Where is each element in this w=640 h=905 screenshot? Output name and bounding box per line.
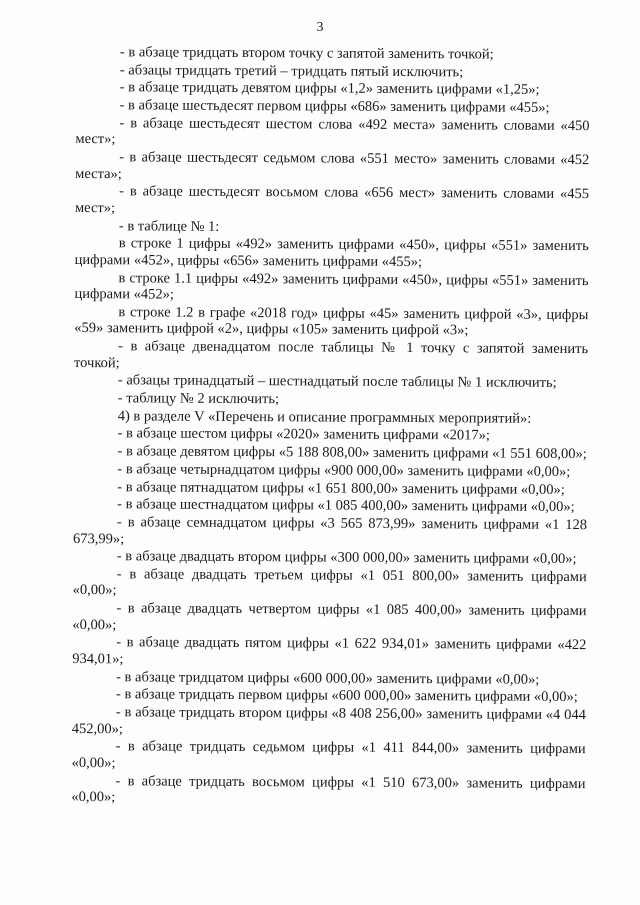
page-number: 3 xyxy=(316,20,324,35)
paragraph: в строке 1 цифры «492» заменить цифрами «450», цифры «551» заменить цифрами «452», цифры «656» заменить цифрами «455»; xyxy=(74,235,589,270)
document-body xyxy=(71,44,590,810)
paragraph: - таблицу № 2 исключить; xyxy=(117,390,280,408)
paragraph: - в абзаце тридцатом цифры «600 000,00» заменить цифрами «0,00»; xyxy=(116,668,540,688)
section-heading: 4) в разделе V «Перечень и описание программных мероприятий»: xyxy=(117,408,532,427)
paragraph: - в абзаце двадцать четвертом цифры «1 085 400,00» заменить цифрами «0,00»; xyxy=(72,600,587,634)
paragraph: - в абзаце шестом цифры «2020» заменить цифрами «2017»; xyxy=(117,425,490,445)
paragraph: - в абзаце тридцать девятом цифры «1,2» заменить цифрами «1,25»; xyxy=(119,79,540,99)
paragraph: - в абзаце семнадцатом цифры «3 565 873,99» заменить цифрами «1 128 673,99»; xyxy=(72,514,588,547)
paragraph: - в абзаце двадцать втором цифры «300 000,00» заменить цифрами «0,00»; xyxy=(116,548,577,568)
paragraph: - абзацы тридцать третий – тридцать пятый исключить; xyxy=(119,61,464,81)
paragraph: - в абзаце тридцать втором точку с запятой заменить точкой; xyxy=(119,44,494,63)
paragraph: - в абзаце тридцать восьмом цифры «1 510 673,00» заменить цифрами «0,00»; xyxy=(71,772,586,806)
paragraph: - в абзаце двадцать пятом цифры «1 622 934,01» заменить цифрами «422 934,01»; xyxy=(72,634,587,668)
paragraph: - в абзаце шестнадцатом цифры «1 085 400,00» заменить цифрами «0,00»; xyxy=(117,496,575,516)
paragraph: - в абзаце шестьдесят седьмом слова «551 место» заменить словами «452 места»; xyxy=(75,149,590,182)
paragraph: - в абзаце тридцать седьмом цифры «1 411 844,00» заменить цифрами «0,00»; xyxy=(71,738,586,772)
paragraph: - в абзаце шестьдесят восьмом слова «656 мест» заменить словами «455 мест»; xyxy=(74,183,590,217)
paragraph: - в абзаце четырнадцатом цифры «900 000,00» заменить цифрами «0,00»; xyxy=(117,461,571,480)
paragraph: - в абзаце шестьдесят шестом слова «492 места» заменить словами «450 мест»; xyxy=(75,115,590,148)
paragraph: - в абзаце двадцать третьем цифры «1 051 800,00» заменить цифрами «0,00»; xyxy=(72,566,587,599)
paragraph: в строке 1.2 в графе «2018 год» цифры «45» заменить цифрой «3», цифры «59» заменить цифрой «2», цифры «105» заменить цифрой «3»; xyxy=(74,304,589,339)
paragraph: - в абзаце двенадцатом после таблицы № 1 точку с запятой заменить точкой; xyxy=(74,338,589,371)
paragraph: в строке 1.1 цифры «492» заменить цифрами «450», цифры «551» заменить цифрами «452»; xyxy=(74,269,589,303)
paragraph: - в абзаце тридцать первом цифры «600 000,00» заменить цифрами «0,00»; xyxy=(115,686,578,706)
paragraph: - в абзаце девятом цифры «5 188 808,00» заменить цифрами «1 551 608,00»; xyxy=(117,443,587,463)
paragraph: - в абзаце тридцать втором цифры «8 408 256,00» заменить цифрами «4 044 452,00»; xyxy=(71,704,586,737)
paragraph: - в абзаце шестьдесят первом цифры «686» заменить цифрами «455»; xyxy=(119,97,550,116)
paragraph: - в таблице № 1: xyxy=(118,217,220,235)
paragraph: - в абзаце пятнадцатом цифры «1 651 800,00» заменить цифрами «0,00»; xyxy=(117,478,565,498)
paragraph: - абзацы тринадцатый – шестнадцатый после таблицы № 1 исключить; xyxy=(117,372,557,392)
